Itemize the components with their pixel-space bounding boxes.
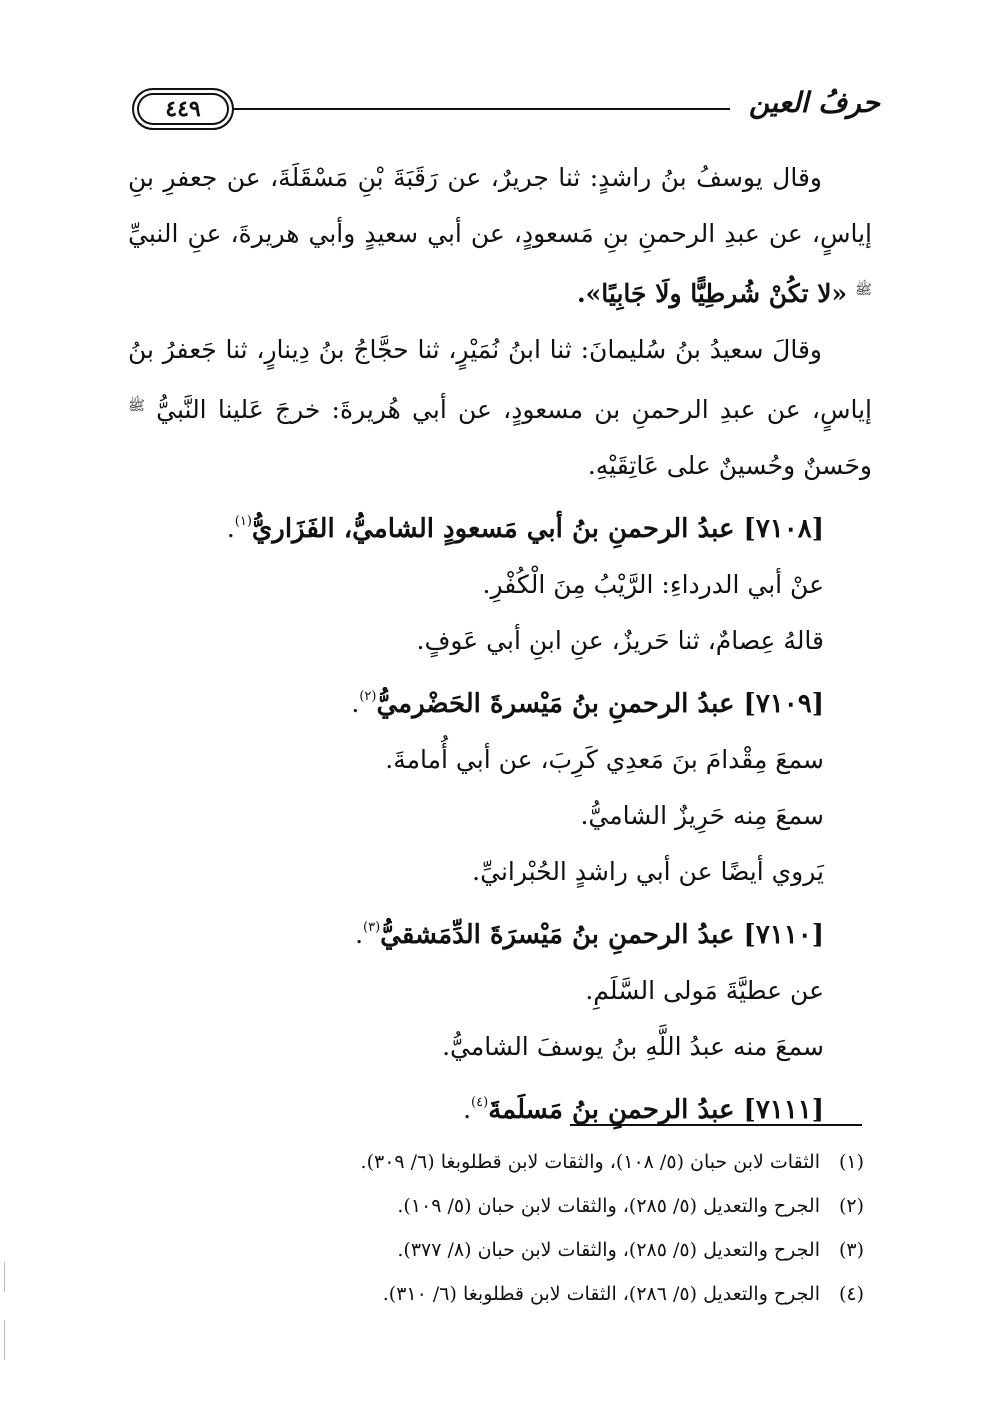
footnote-ref: (٣) — [363, 920, 381, 935]
entry-end: . — [463, 1095, 472, 1124]
footnote-ref: (٢) — [359, 689, 377, 704]
footnote-text: الجرح والتعديل (٥/ ٢٨٥)، والثقات لابن حبان (٨/ ٣٧٧). — [397, 1239, 820, 1261]
page-header — [120, 86, 880, 136]
entry-7109 — [128, 669, 872, 900]
body-text — [128, 150, 872, 1138]
paragraph-1 — [128, 150, 872, 322]
entry-line: عنْ أبي الدرداءِ: الرَّيْبُ مِنَ الْكُفْرِ. — [482, 570, 824, 599]
footnote-number: (١) — [838, 1151, 864, 1173]
entry-end: . — [226, 514, 235, 543]
entry-title: [٧١١١] عبدُ الرحمنِ بنُ مَسلَمةَ — [488, 1095, 824, 1125]
footnote-separator — [570, 1124, 862, 1126]
salla-symbol: ﷺ — [855, 282, 872, 298]
footnote-text: الجرح والتعديل (٥/ ٢٨٦)، الثقات لابن قطلوبغا (٦/ ٣١٠). — [382, 1283, 820, 1305]
scan-margin-mark — [4, 1320, 5, 1360]
entry-heading — [128, 900, 872, 963]
footnote-number: (٢) — [838, 1195, 864, 1217]
entry-7111 — [128, 1075, 872, 1138]
footnote-4 — [200, 1272, 864, 1316]
entry-7108 — [128, 494, 872, 669]
hadith-quote: «لا تكُنْ شُرطِيًّا ولَا جَابِيًا». — [576, 279, 848, 308]
entry-heading — [128, 669, 872, 732]
footnote-text: الجرح والتعديل (٥/ ٢٨٥)، والثقات لابن حبان (٥/ ١٠٩). — [397, 1195, 820, 1217]
footnote-1 — [200, 1140, 864, 1184]
p1-line2: إياسٍ، عن عبدِ الرحمنِ بنِ مَسعودٍ، عن أبي سعيدٍ وأبي هريرةَ، عنِ النبيِّ — [128, 219, 872, 248]
page-number: ٤٤٩ — [165, 96, 201, 122]
entry-heading — [128, 494, 872, 557]
footnotes — [200, 1140, 864, 1316]
p2-line2: إياسٍ، عن عبدِ الرحمنِ بن مسعودٍ، عن أبي هُريرةَ: خرجَ عَلينا النَّبيُّ — [156, 395, 872, 424]
entry-title: [٧١١٠] عبدُ الرحمنِ بنُ مَيْسرَةَ الدِّمَشقيُّ — [380, 920, 824, 950]
entry-line: يَروي أيضًا عن أبي راشدٍ الحُبْرانيِّ. — [472, 857, 824, 886]
paragraph-2 — [128, 322, 872, 494]
footnote-ref: (١) — [234, 514, 252, 529]
header-rule — [232, 108, 730, 110]
entry-line: قالهُ عِصامٌ، ثنا حَريزٌ، عنِ ابنِ أبي عَوفٍ. — [416, 626, 824, 655]
footnote-number: (٣) — [838, 1239, 864, 1261]
footnote-number: (٤) — [838, 1283, 864, 1305]
footnote-text: الثقات لابن حبان (٥/ ١٠٨)، والثقات لابن قطلوبغا (٦/ ٣٠٩). — [360, 1151, 820, 1173]
entry-heading — [128, 1075, 872, 1138]
entry-end: . — [355, 920, 364, 949]
p2-line3: وحَسنٌ وحُسينٌ على عَاتِقَيْهِ. — [587, 451, 872, 480]
scan-margin-mark — [4, 1262, 5, 1292]
entry-line: سمعَ مِقْدامَ بنَ مَعدِي كَرِبَ، عن أبي أُمامةَ. — [385, 745, 824, 774]
page-number-badge — [132, 88, 234, 130]
chapter-title: حرفُ العين — [748, 86, 880, 119]
entry-title: [٧١٠٨] عبدُ الرحمنِ بنُ أبي مَسعودٍ الشاميُّ، الفَزَاريُّ — [251, 514, 824, 544]
footnote-3 — [200, 1228, 864, 1272]
entry-end: . — [351, 689, 360, 718]
entry-line: عن عطيَّةَ مَولى السَّلَمِ. — [585, 976, 824, 1005]
entry-7110 — [128, 900, 872, 1075]
entry-title: [٧١٠٩] عبدُ الرحمنِ بنُ مَيْسرةَ الحَضْرميُّ — [376, 689, 824, 719]
p2-line1: وقالَ سعيدُ بنُ سُليمانَ: ثنا ابنُ نُمَيْرٍ، ثنا حجَّاجُ بنُ دِينارٍ، ثنا جَعفرُ بنُ — [128, 335, 822, 364]
footnote-2 — [200, 1184, 864, 1228]
entry-line: سمعَ مِنه حَرِيزٌ الشاميُّ. — [580, 801, 824, 830]
footnote-ref: (٤) — [471, 1095, 489, 1110]
entry-line: سمعَ منه عبدُ اللَّهِ بنُ يوسفَ الشاميُّ. — [442, 1032, 824, 1061]
p1-line1: وقال يوسفُ بنُ راشدٍ: ثنا جريرٌ، عن رَقَبَةَ بْنِ مَسْقَلَةَ، عن جعفرِ بنِ — [128, 163, 822, 192]
salla-symbol: ﷺ — [128, 398, 145, 414]
